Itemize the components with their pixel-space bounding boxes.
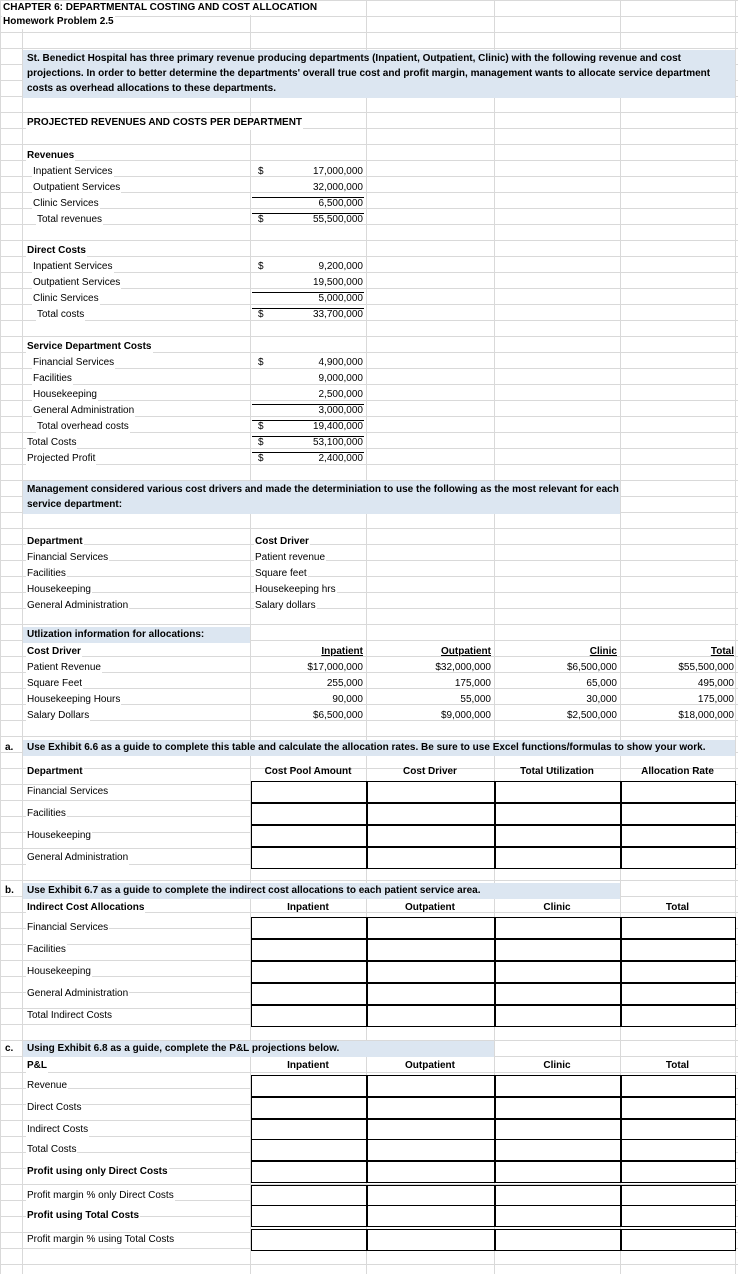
util-value: $18,000,000 <box>678 710 734 721</box>
partC-answer-cell[interactable] <box>367 1161 495 1183</box>
partC-answer-cell[interactable] <box>621 1075 736 1097</box>
service-currency: $ <box>258 453 264 464</box>
partC-answer-cell[interactable] <box>251 1161 367 1183</box>
partC-row-label: Total Costs <box>27 1144 77 1155</box>
partA-answer-cell[interactable] <box>495 825 621 847</box>
service-label: Total Costs <box>27 437 77 448</box>
partC-answer-cell[interactable] <box>495 1075 621 1097</box>
partC-answer-cell[interactable] <box>495 1205 621 1227</box>
partA-answer-cell[interactable] <box>495 803 621 825</box>
partC-answer-cell[interactable] <box>251 1119 367 1141</box>
partB-head: Total <box>665 902 690 913</box>
driver-name: Square feet <box>255 568 307 579</box>
partC-answer-cell[interactable] <box>621 1097 736 1119</box>
partB-answer-cell[interactable] <box>621 1005 736 1027</box>
partC-row-label: Profit margin % using Total Costs <box>27 1234 175 1245</box>
partC-answer-cell[interactable] <box>621 1139 736 1161</box>
service-value: 2,500,000 <box>318 389 363 400</box>
intro-line-3: costs as overhead allocations to these departments. <box>27 83 276 94</box>
partC-answer-cell[interactable] <box>367 1229 495 1251</box>
util-head: Inpatient <box>321 646 363 657</box>
partA-answer-cell[interactable] <box>251 803 367 825</box>
direct-label: Total costs <box>37 309 85 320</box>
service-title: Service Department Costs <box>27 341 152 352</box>
partC-row-label: Profit margin % only Direct Costs <box>27 1190 174 1201</box>
partA-answer-cell[interactable] <box>251 781 367 803</box>
partB-answer-cell[interactable] <box>621 961 736 983</box>
partC-answer-cell[interactable] <box>251 1139 367 1161</box>
revenues-value: 32,000,000 <box>312 182 363 193</box>
partA-answer-cell[interactable] <box>621 781 736 803</box>
partB-answer-cell[interactable] <box>495 939 621 961</box>
chapter-title: CHAPTER 6: DEPARTMENTAL COSTING AND COST ALLOCATION <box>3 2 318 13</box>
partA-row-label: Facilities <box>27 808 66 819</box>
partc-letter: c. <box>5 1043 14 1054</box>
partB-answer-cell[interactable] <box>495 983 621 1005</box>
partA-head: Cost Pool Amount <box>264 766 352 777</box>
partB-answer-cell[interactable] <box>251 961 367 983</box>
direct-label: Inpatient Services <box>33 261 113 272</box>
partC-answer-cell[interactable] <box>251 1075 367 1097</box>
partB-answer-cell[interactable] <box>251 939 367 961</box>
util-value: 30,000 <box>586 694 617 705</box>
util-head: Total <box>710 646 734 657</box>
driver-dept: General Administration <box>27 600 129 611</box>
partA-head: Total Utilization <box>520 766 594 777</box>
partA-answer-cell[interactable] <box>251 847 367 869</box>
intro-line-2: projections. In order to better determine the departments' overall true cost and profit margin, management wants to allocate service department <box>27 68 711 79</box>
partB-answer-cell[interactable] <box>495 917 621 939</box>
partB-row-label: Total Indirect Costs <box>27 1010 113 1021</box>
driver-name: Housekeeping hrs <box>255 584 336 595</box>
partC-answer-cell[interactable] <box>251 1205 367 1227</box>
partB-answer-cell[interactable] <box>367 983 495 1005</box>
partB-answer-cell[interactable] <box>251 1005 367 1027</box>
partA-row-label: Financial Services <box>27 786 109 797</box>
partC-head: Total <box>665 1060 690 1071</box>
service-value: 2,400,000 <box>318 453 363 464</box>
partC-answer-cell[interactable] <box>251 1229 367 1251</box>
partA-row-label: General Administration <box>27 852 129 863</box>
revenues-value: 55,500,000 <box>312 214 363 225</box>
revenues-title: Revenues <box>27 150 75 161</box>
partB-head: Outpatient <box>405 902 455 913</box>
driver-dept: Financial Services <box>27 552 109 563</box>
driver-name: Salary dollars <box>255 600 316 611</box>
service-value: 9,000,000 <box>318 373 363 384</box>
revenues-currency: $ <box>258 166 264 177</box>
partB-answer-cell[interactable] <box>367 939 495 961</box>
mgmt-line-1: Management considered various cost drivers and made the determiniation to use the following as the most relevant for each <box>27 484 619 495</box>
partC-answer-cell[interactable] <box>367 1075 495 1097</box>
partC-head: Inpatient <box>287 1060 329 1071</box>
revenues-value: 6,500,000 <box>318 198 363 209</box>
util-value: 255,000 <box>326 678 363 689</box>
partA-answer-cell[interactable] <box>621 803 736 825</box>
driver-dept: Facilities <box>27 568 66 579</box>
partB-head: Inpatient <box>287 902 329 913</box>
partC-answer-cell[interactable] <box>621 1119 736 1141</box>
util-value: $2,500,000 <box>566 710 617 721</box>
util-value: $9,000,000 <box>440 710 491 721</box>
partB-row-label: Housekeeping <box>27 966 91 977</box>
partC-answer-cell[interactable] <box>367 1097 495 1119</box>
partC-answer-cell[interactable] <box>367 1119 495 1141</box>
util-value: 175,000 <box>697 694 734 705</box>
direct-value: 33,700,000 <box>312 309 363 320</box>
partC-answer-cell[interactable] <box>495 1097 621 1119</box>
direct-label: Outpatient Services <box>33 277 121 288</box>
parta-letter: a. <box>5 742 14 753</box>
partB-answer-cell[interactable] <box>367 917 495 939</box>
service-value: 53,100,000 <box>312 437 363 448</box>
partC-row-label: Profit using Total Costs <box>27 1210 140 1221</box>
partB-answer-cell[interactable] <box>251 917 367 939</box>
partb-instruction: Use Exhibit 6.7 as a guide to complete the indirect cost allocations to each patient service area. <box>27 885 481 896</box>
partC-head: Outpatient <box>405 1060 455 1071</box>
util-head-driver: Cost Driver <box>27 646 81 657</box>
partA-answer-cell[interactable] <box>495 847 621 869</box>
revenues-label: Outpatient Services <box>33 182 121 193</box>
projected-title: PROJECTED REVENUES AND COSTS PER DEPARTMENT <box>27 117 303 128</box>
partC-row-label: Profit using only Direct Costs <box>27 1166 168 1177</box>
util-value: $17,000,000 <box>307 662 363 673</box>
util-value: 55,000 <box>460 694 491 705</box>
revenues-label: Clinic Services <box>33 198 99 209</box>
problem-title: Homework Problem 2.5 <box>3 16 114 27</box>
direct-currency: $ <box>258 261 264 272</box>
revenues-label: Total revenues <box>37 214 103 225</box>
partA-head: Cost Driver <box>403 766 457 777</box>
partB-head: Clinic <box>543 902 571 913</box>
util-value: 90,000 <box>332 694 363 705</box>
direct-title: Direct Costs <box>27 245 86 256</box>
partC-row-label: Indirect Costs <box>27 1124 89 1135</box>
partB-answer-cell[interactable] <box>367 961 495 983</box>
direct-value: 19,500,000 <box>312 277 363 288</box>
partA-answer-cell[interactable] <box>367 781 495 803</box>
partA-answer-cell[interactable] <box>367 847 495 869</box>
partC-answer-cell[interactable] <box>621 1161 736 1183</box>
partB-row-label: General Administration <box>27 988 129 999</box>
partA-answer-cell[interactable] <box>621 825 736 847</box>
partB-answer-cell[interactable] <box>495 961 621 983</box>
drivers-head-dept: Department <box>27 536 83 547</box>
direct-value: 5,000,000 <box>318 293 363 304</box>
partC-answer-cell[interactable] <box>251 1185 367 1207</box>
partB-answer-cell[interactable] <box>251 983 367 1005</box>
service-label: Housekeeping <box>33 389 97 400</box>
service-label: Total overhead costs <box>37 421 129 432</box>
partC-answer-cell[interactable] <box>495 1229 621 1251</box>
partC-head-first: P&L <box>27 1060 47 1071</box>
partC-answer-cell[interactable] <box>367 1139 495 1161</box>
partB-answer-cell[interactable] <box>367 1005 495 1027</box>
util-value: 495,000 <box>697 678 734 689</box>
service-currency: $ <box>258 437 264 448</box>
partA-answer-cell[interactable] <box>621 847 736 869</box>
util-row-label: Housekeeping Hours <box>27 694 121 705</box>
service-label: Financial Services <box>33 357 115 368</box>
partA-answer-cell[interactable] <box>367 803 495 825</box>
service-value: 19,400,000 <box>312 421 363 432</box>
intro-line-1: St. Benedict Hospital has three primary revenue producing departments (Inpatient, Outpatient, Clinic) with the following revenue and cost <box>27 53 681 64</box>
partB-row-label: Financial Services <box>27 922 109 933</box>
util-value: 175,000 <box>454 678 491 689</box>
partC-head: Clinic <box>543 1060 571 1071</box>
partC-answer-cell[interactable] <box>621 1205 736 1227</box>
partC-answer-cell[interactable] <box>621 1185 736 1207</box>
service-currency: $ <box>258 421 264 432</box>
util-value: $55,500,000 <box>678 662 734 673</box>
direct-value: 9,200,000 <box>318 261 363 272</box>
partA-row-label: Housekeeping <box>27 830 91 841</box>
service-value: 3,000,000 <box>318 405 363 416</box>
mgmt-line-2: service department: <box>27 499 123 510</box>
service-value: 4,900,000 <box>318 357 363 368</box>
partC-answer-cell[interactable] <box>367 1205 495 1227</box>
direct-label: Clinic Services <box>33 293 99 304</box>
util-value: $32,000,000 <box>435 662 491 673</box>
partC-answer-cell[interactable] <box>495 1185 621 1207</box>
partB-row-label: Facilities <box>27 944 66 955</box>
revenues-value: 17,000,000 <box>312 166 363 177</box>
driver-name: Patient revenue <box>255 552 326 563</box>
util-value: $6,500,000 <box>312 710 363 721</box>
partB-answer-cell[interactable] <box>621 917 736 939</box>
revenues-currency: $ <box>258 214 264 225</box>
partC-answer-cell[interactable] <box>251 1097 367 1119</box>
revenues-label: Inpatient Services <box>33 166 113 177</box>
util-row-label: Square Feet <box>27 678 83 689</box>
partC-row-label: Direct Costs <box>27 1102 82 1113</box>
partB-answer-cell[interactable] <box>621 983 736 1005</box>
partc-instruction: Using Exhibit 6.8 as a guide, complete the P&L projections below. <box>27 1043 340 1054</box>
partB-head-first: Indirect Cost Allocations <box>27 902 145 913</box>
parta-instruction: Use Exhibit 6.6 as a guide to complete this table and calculate the allocation rates. Be sure to use Excel functions/formulas to show your work. <box>27 742 706 753</box>
service-currency: $ <box>258 357 264 368</box>
partC-answer-cell[interactable] <box>495 1161 621 1183</box>
partC-row-label: Revenue <box>27 1080 68 1091</box>
util-value: $6,500,000 <box>566 662 617 673</box>
drivers-head-driver: Cost Driver <box>255 536 309 547</box>
partA-answer-cell[interactable] <box>367 825 495 847</box>
util-row-label: Salary Dollars <box>27 710 90 721</box>
service-label: General Administration <box>33 405 135 416</box>
driver-dept: Housekeeping <box>27 584 91 595</box>
service-label: Facilities <box>33 373 72 384</box>
util-head: Outpatient <box>441 646 491 657</box>
util-head: Clinic <box>589 646 617 657</box>
partC-answer-cell[interactable] <box>495 1139 621 1161</box>
partb-letter: b. <box>5 885 14 896</box>
partA-head: Allocation Rate <box>641 766 714 777</box>
partB-answer-cell[interactable] <box>621 939 736 961</box>
util-title: Utlization information for allocations: <box>27 629 205 640</box>
util-value: 65,000 <box>586 678 617 689</box>
direct-currency: $ <box>258 309 264 320</box>
util-row-label: Patient Revenue <box>27 662 101 673</box>
partC-answer-cell[interactable] <box>621 1229 736 1251</box>
partB-answer-cell[interactable] <box>495 1005 621 1027</box>
partA-head-first: Department <box>27 766 83 777</box>
service-label: Projected Profit <box>27 453 96 464</box>
partA-answer-cell[interactable] <box>251 825 367 847</box>
partC-answer-cell[interactable] <box>495 1119 621 1141</box>
partA-answer-cell[interactable] <box>495 781 621 803</box>
partC-answer-cell[interactable] <box>367 1185 495 1207</box>
